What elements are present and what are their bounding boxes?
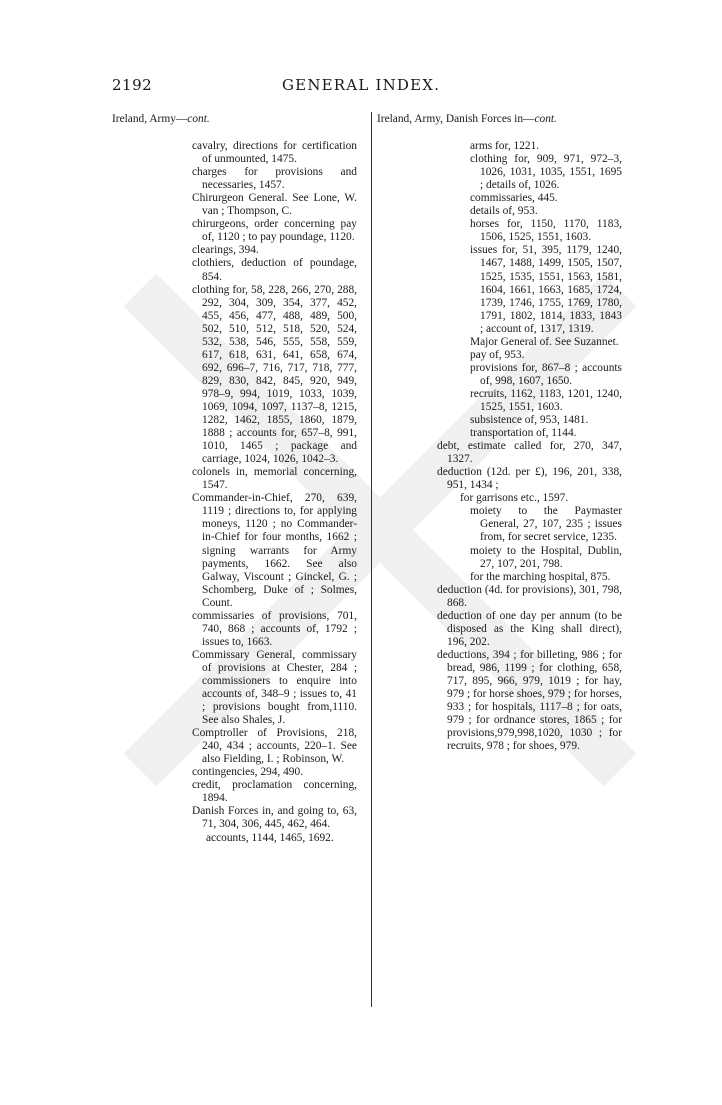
right-column-heading: Ireland, Army, Danish Forces in—cont. xyxy=(377,113,557,125)
index-entry: issues for, 51, 395, 1179, 1240, 1467, 1488, 1499, 1505, 1507, 1525, 1535, 1551, 1563, 1581, 1604, 1661, 1663, 1685, 1724, 1739, 1746, 1755, 1769, 1780, 1791, 1802, 1814, 1833, 1843 ; account of, 1317, 1319. xyxy=(470,244,622,335)
index-entry: clothiers, deduction of poundage, 854. xyxy=(192,257,357,283)
index-entry: contingencies, 294, 490. xyxy=(192,766,304,779)
index-entry: debt, estimate called for, 270, 347, 1327. xyxy=(437,440,622,466)
left-entry-list xyxy=(112,140,357,845)
left-column-heading: Ireland, Army—cont. xyxy=(112,113,210,125)
index-entry: deduction of one day per annum (to be disposed as the King shall direct), 196, 202. xyxy=(437,609,622,648)
index-entry: arms for, 1221. xyxy=(470,140,540,153)
index-entry: provisions for, 867–8 ; accounts of, 998, 1607, 1650. xyxy=(470,361,622,387)
index-entry: Commissary General, commissary of provisions at Chester, 284 ; commissioners to enquire into accounts of, 348–9 ; issues to, 41 ; provisions bought from,1110. See also Shales, J. xyxy=(192,648,357,727)
index-entry: clothing for, 909, 971, 972–3, 1026, 1031, 1035, 1551, 1695 ; details of, 1026. xyxy=(470,153,622,192)
left-column xyxy=(112,113,357,845)
column-divider xyxy=(371,112,372,1007)
index-entry: for the marching hospital, 875. xyxy=(470,570,611,583)
right-entry-list xyxy=(377,140,622,753)
index-entry: Commander-in-Chief, 270, 639, 1119 ; directions to, for applying moneys, 1120 ; no Commander-in-Chief for four months, 1662 ; signing warrants for Army payments, 1662. See also Galway, Viscount ; Ginckel, G. ; Schomberg, Duke of ; Solmes, Count. xyxy=(192,492,357,609)
index-entry: for garrisons etc., 1597. xyxy=(460,492,569,505)
index-entry: charges for provisions and necessaries, 1457. xyxy=(192,166,357,192)
index-entry: clearings, 394. xyxy=(192,244,259,257)
index-entry: subsistence of, 953, 1481. xyxy=(470,414,589,427)
index-entry: clothing for, 58, 228, 266, 270, 288, 292, 304, 309, 354, 377, 452, 455, 456, 477, 488, 489, 500, 502, 510, 512, 518, 520, 524, 532, 538, 546, 555, 558, 559, 617, 618, 631, 641, 658, 674, 692, 696–7, 716, 717, 718, 777, 829, 830, 842, 845, 920, 949, 978–9, 994, 1019, 1033, 1039, 1069, 1094, 1097, 1137–8, 1215, 1282, 1462, 1855, 1860, 1879, 1888 ; accounts for, 657–8, 991, 1010, 1465 ; package and carriage, 1024, 1026, 1042–3. xyxy=(192,283,357,466)
index-entry: deduction (12d. per £), 196, 201, 338, 951, 1434 ; xyxy=(437,466,622,492)
index-entry: Danish Forces in, and going to, 63, 71, 304, 306, 445, 462, 464. xyxy=(192,805,357,831)
index-entry: Chirurgeon General. See Lone, W. van ; Thompson, C. xyxy=(192,192,357,218)
index-entry: commissaries of provisions, 701, 740, 868 ; accounts of, 1792 ; issues to, 1663. xyxy=(192,609,357,648)
index-entry: Major General of. See Suzannet. xyxy=(470,335,619,348)
index-entry: accounts, 1144, 1465, 1692. xyxy=(206,831,334,844)
index-entry: colonels in, memorial concerning, 1547. xyxy=(192,466,357,492)
page-header xyxy=(112,76,612,100)
index-entry: deduction (4d. for provisions), 301, 798, 868. xyxy=(437,583,622,609)
index-entry: recruits, 1162, 1183, 1201, 1240, 1525, 1551, 1603. xyxy=(470,387,622,413)
index-entry: transportation of, 1144. xyxy=(470,427,577,440)
index-entry: moiety to the Hospital, Dublin, 27, 107, 201, 798. xyxy=(470,544,622,570)
running-title: GENERAL INDEX. xyxy=(282,76,441,94)
index-entry: pay of, 953. xyxy=(470,348,525,361)
index-entry: commissaries, 445. xyxy=(470,192,558,205)
index-entry: horses for, 1150, 1170, 1183, 1506, 1525, 1551, 1603. xyxy=(470,218,622,244)
index-entry: chirurgeons, order concerning pay of, 1120 ; to pay poundage, 1120. xyxy=(192,218,357,244)
index-entry: cavalry, directions for certification of unmounted, 1475. xyxy=(192,140,357,166)
index-entry: deductions, 394 ; for billeting, 986 ; for bread, 986, 1199 ; for clothing, 658, 717, 895, 966, 979, 1019 ; for hay, 979 ; for horse shoes, 979 ; for horses, 933 ; for hospitals, 1117–8 ; for oats, 979 ; for ordnance stores, 1865 ; for provisions,979,998,1020, 1030 ; for recruits, 978 ; for shoes, 979. xyxy=(437,648,622,753)
index-entry: Comptroller of Provisions, 218, 240, 434 ; accounts, 220–1. See also Fielding, I. ; Robinson, W. xyxy=(192,727,357,766)
index-entry: moiety to the Paymaster General, 27, 107, 235 ; issues from, for secret service, 1235. xyxy=(470,505,622,544)
right-column xyxy=(377,113,622,753)
index-entry: credit, proclamation concerning, 1894. xyxy=(192,779,357,805)
page-number: 2192 xyxy=(112,76,153,94)
index-entry: details of, 953. xyxy=(470,205,538,218)
